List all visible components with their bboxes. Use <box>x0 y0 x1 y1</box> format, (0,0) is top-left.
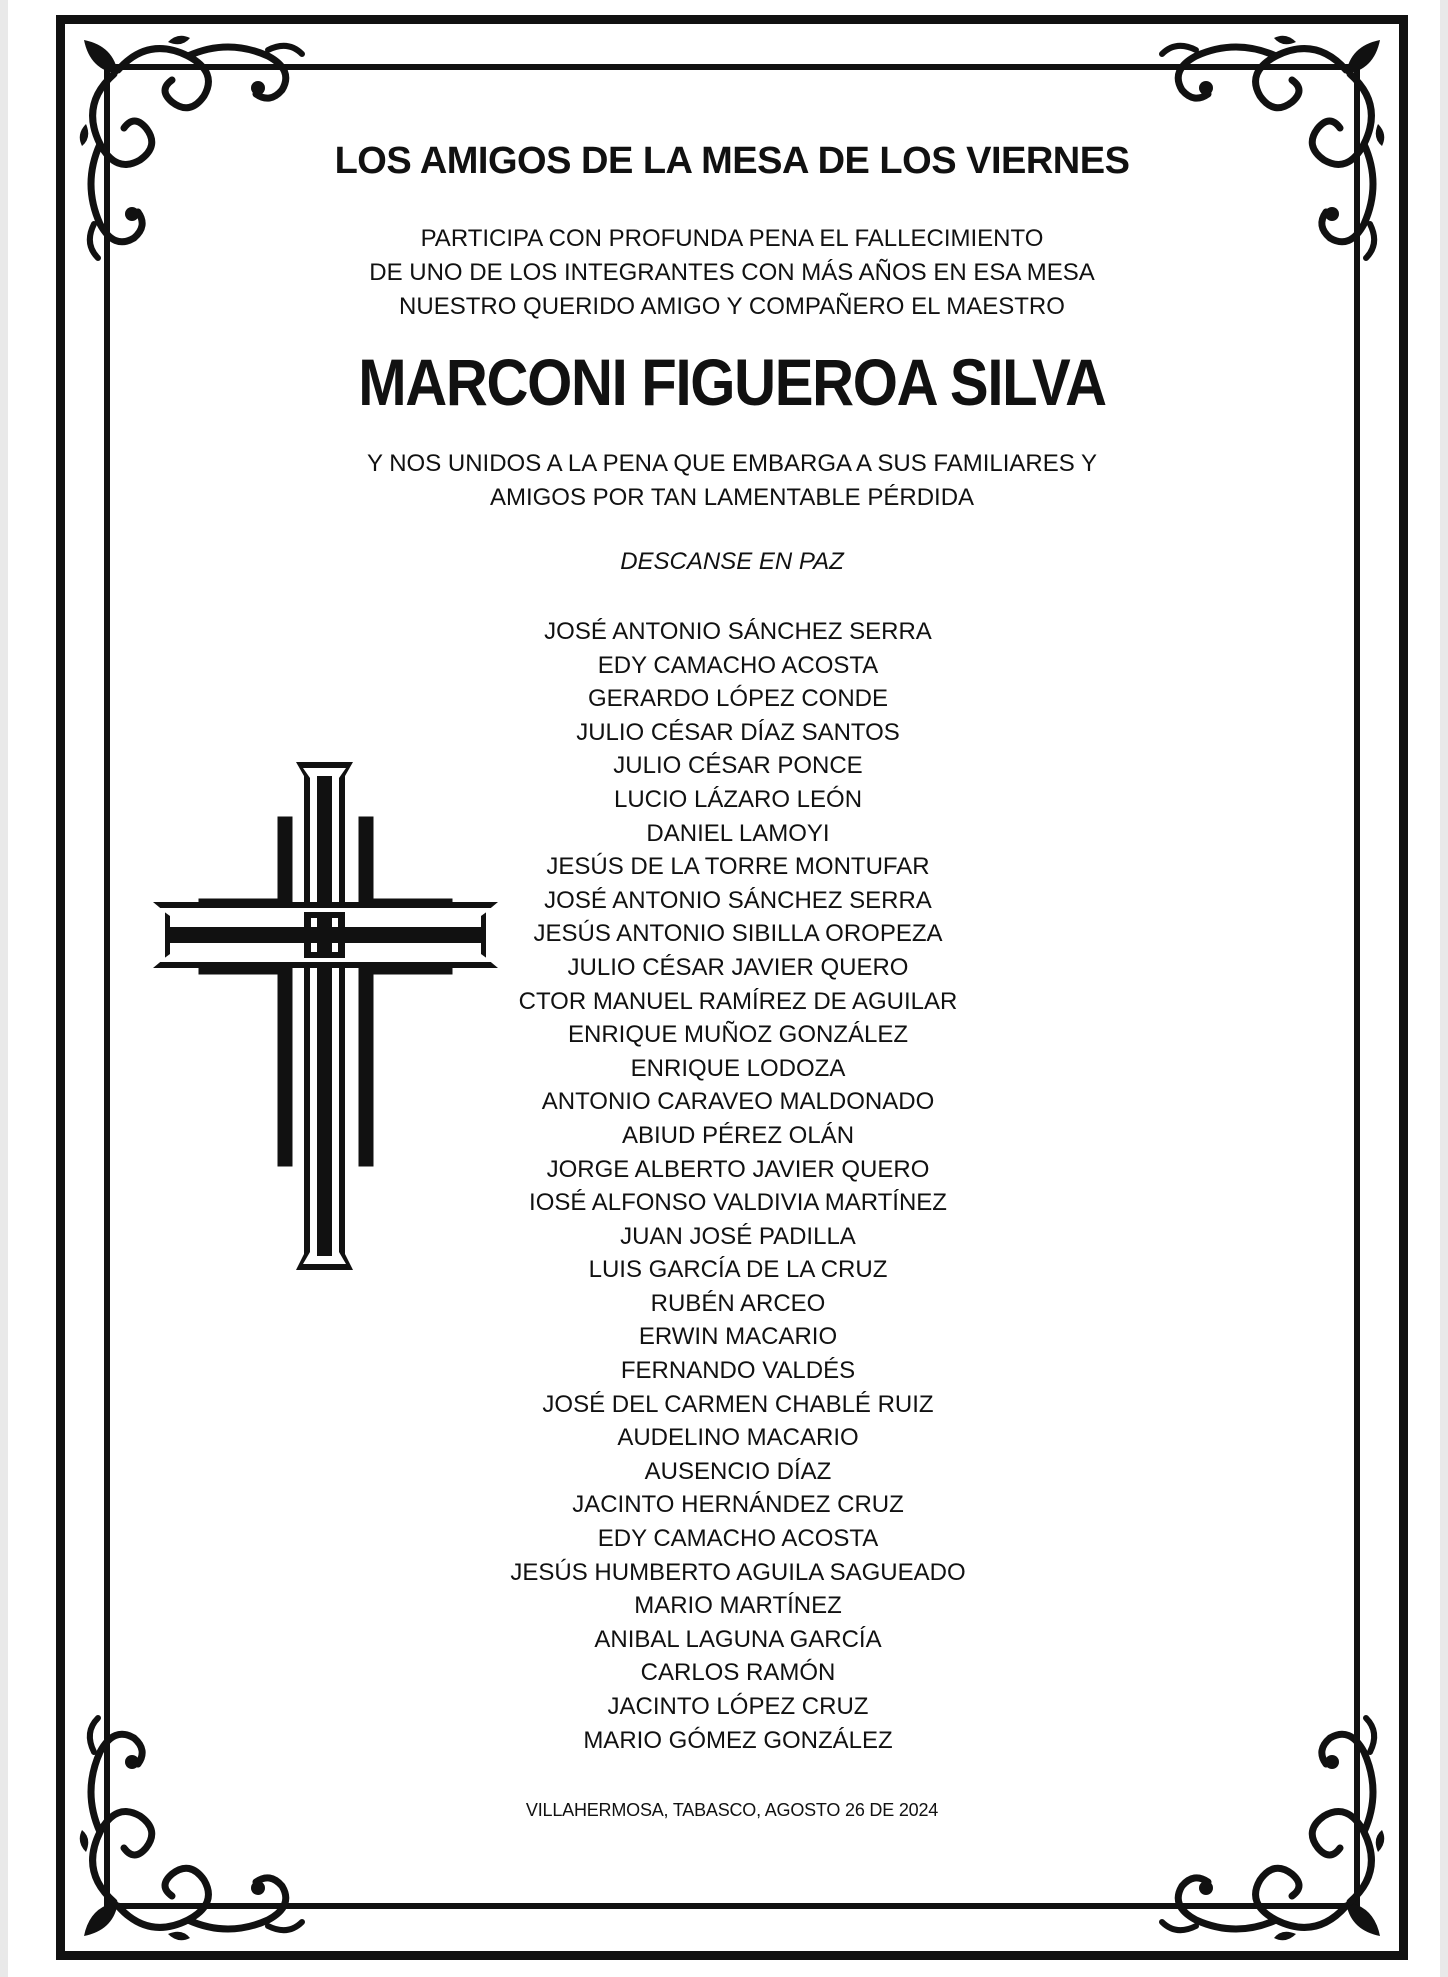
place-date: VILLAHERMOSA, TABASCO, AGOSTO 26 DE 2024 <box>525 1800 939 1820</box>
signatory-name: MARIO MARTÍNEZ <box>634 1592 842 1620</box>
signatory-name: ANTONIO CARAVEO MALDONADO <box>541 1088 935 1116</box>
deceased-name: MARCONI FIGUEROA SILVA <box>358 345 1106 419</box>
signatory-name: ENRIQUE LODOZA <box>630 1054 846 1082</box>
signatory-name: JESÚS ANTONIO SIBILLA OROPEZA <box>533 920 943 948</box>
intro-line: NUESTRO QUERIDO AMIGO Y COMPAÑERO EL MAESTRO <box>399 293 1065 320</box>
signatory-name: CARLOS RAMÓN <box>640 1659 836 1687</box>
condolence-text <box>208 447 1256 515</box>
signatory-name: JOSÉ DEL CARMEN CHABLÉ RUIZ <box>542 1390 934 1418</box>
signatory-name: FERNANDO VALDÉS <box>620 1357 856 1385</box>
signatory-name: DANIEL LAMOYI <box>646 819 830 847</box>
obituary-sheet <box>8 0 1440 1977</box>
signatory-name: EDY CAMACHO ACOSTA <box>597 1525 879 1553</box>
group-heading: LOS AMIGOS DE LA MESA DE LOS VIERNES <box>334 140 1130 182</box>
signatory-name: MARIO GÓMEZ GONZÁLEZ <box>583 1726 893 1754</box>
signatory-name: JOSÉ ANTONIO SÁNCHEZ SERRA <box>544 618 932 645</box>
signatory-name: JESÚS DE LA TORRE MONTUFAR <box>546 853 930 881</box>
signatory-name: JESÚS HUMBERTO AGUILA SAGUEADO <box>510 1558 966 1586</box>
ornament-corner-bottom-right-icon <box>1152 1708 1392 1948</box>
signatory-name: AUDELINO MACARIO <box>617 1424 859 1452</box>
signatories-list <box>488 615 988 1757</box>
signatory-name: JACINTO LÓPEZ CRUZ <box>607 1693 869 1720</box>
signatory-name: JULIO CÉSAR DÍAZ SANTOS <box>576 718 900 746</box>
signatory-name: AUSENCIO DÍAZ <box>644 1457 832 1485</box>
signatory-name: JOSÉ ANTONIO SÁNCHEZ SERRA <box>544 886 932 914</box>
intro-line: DE UNO DE LOS INTEGRANTES CON MÁS AÑOS EN ESA MESA <box>369 259 1095 286</box>
condolence-line: Y NOS UNIDOS A LA PENA QUE EMBARGA A SUS FAMILIARES Y <box>366 450 1098 477</box>
cross-icon <box>153 762 498 1270</box>
ornament-corner-bottom-left-icon <box>72 1708 312 1948</box>
signatory-name: ABIUD PÉREZ OLÁN <box>621 1121 855 1149</box>
signatory-name: ENRIQUE MUÑOZ GONZÁLEZ <box>567 1021 909 1049</box>
intro-text <box>208 222 1256 324</box>
signatory-name: LUIS GARCÍA DE LA CRUZ <box>588 1256 888 1284</box>
signatory-name: JUAN JOSÉ PADILLA <box>620 1222 856 1250</box>
condolence-line: AMIGOS POR TAN LAMENTABLE PÉRDIDA <box>489 484 975 511</box>
signatory-name: JORGE ALBERTO JAVIER QUERO <box>546 1155 930 1183</box>
signatory-name: CTOR MANUEL RAMÍREZ DE AGUILAR <box>518 987 958 1015</box>
signatory-name: LUCIO LÁZARO LEÓN <box>613 785 863 813</box>
intro-line: PARTICIPA CON PROFUNDA PENA EL FALLECIMIENTO <box>420 225 1044 252</box>
signatory-name: IOSÉ ALFONSO VALDIVIA MARTÍNEZ <box>529 1189 947 1217</box>
signatory-name: GERARDO LÓPEZ CONDE <box>587 685 889 713</box>
signatory-name: JACINTO HERNÁNDEZ CRUZ <box>572 1491 904 1519</box>
rest-in-peace: DESCANSE EN PAZ <box>620 548 844 575</box>
signatory-name: EDY CAMACHO ACOSTA <box>597 651 879 679</box>
signatory-name: RUBÉN ARCEO <box>650 1289 826 1317</box>
signatory-name: ANIBAL LAGUNA GARCÍA <box>594 1625 882 1653</box>
signatory-name: JULIO CÉSAR PONCE <box>613 752 863 780</box>
signatory-name: ERWIN MACARIO <box>638 1323 838 1351</box>
signatory-name: JULIO CÉSAR JAVIER QUERO <box>567 953 909 981</box>
